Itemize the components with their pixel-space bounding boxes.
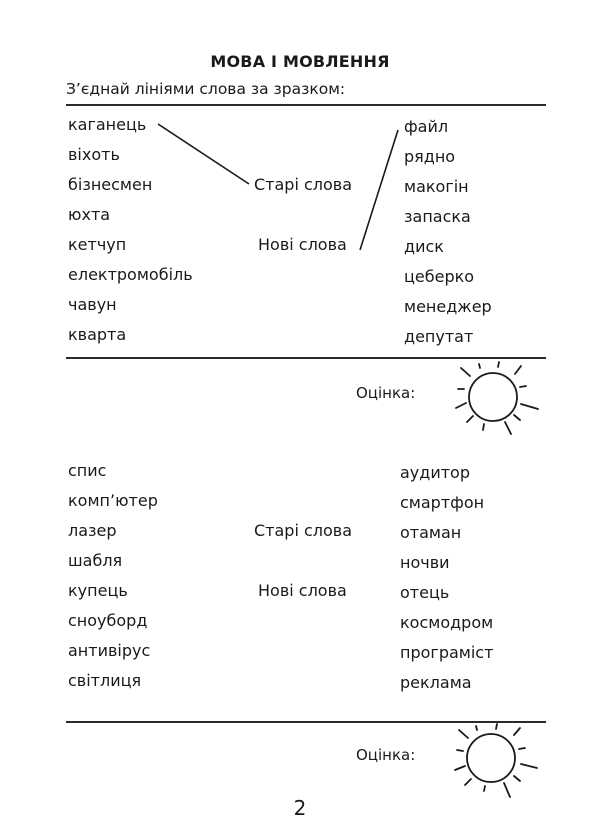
left-word[interactable]: каганець [68,115,147,134]
category-old-words[interactable]: Старі слова [254,521,353,540]
category-old-words[interactable]: Старі слова [254,175,353,194]
example-connector-line [158,124,398,250]
left-word[interactable]: комп’ютер [68,491,158,510]
left-word[interactable]: кетчуп [68,235,127,254]
right-word[interactable]: аудитор [400,463,470,482]
left-word[interactable]: юхта [68,205,111,224]
category-new-words[interactable]: Нові слова [258,581,347,600]
right-word[interactable]: реклама [400,673,472,692]
left-word[interactable]: сноуборд [68,611,148,630]
right-word[interactable]: космодром [400,613,494,632]
left-word[interactable]: антивірус [68,641,151,660]
page-title: МОВА І МОВЛЕННЯ [210,52,390,71]
left-word[interactable]: віхоть [68,145,120,164]
left-word[interactable]: електромобіль [68,265,193,284]
right-word[interactable]: ночви [400,553,450,572]
right-word[interactable]: смартфон [400,493,485,512]
right-word[interactable]: отець [400,583,450,602]
right-word[interactable]: запаска [404,207,471,226]
left-word[interactable]: шабля [68,551,123,570]
sun-icon [456,362,538,434]
right-word[interactable]: файл [404,117,449,136]
right-word[interactable]: макогін [404,177,469,196]
right-word[interactable]: цеберко [404,267,475,286]
right-word[interactable]: програміст [400,643,494,662]
right-word[interactable]: менеджер [404,297,492,316]
right-word[interactable]: диск [404,237,444,256]
left-word[interactable]: кварта [68,325,127,344]
sun-icon [455,724,537,797]
right-word[interactable]: депутат [404,327,474,346]
left-word[interactable]: лазер [68,521,117,540]
right-word[interactable]: отаман [400,523,462,542]
grade-label: Оцінка: [356,746,416,764]
left-word[interactable]: світлиця [68,671,142,690]
instruction: З’єднай лініями слова за зразком: [66,80,346,98]
left-word[interactable]: спис [68,461,107,480]
left-word[interactable]: чавун [68,295,117,314]
page-number: 2 [293,796,307,820]
right-word[interactable]: рядно [404,147,456,166]
left-word[interactable]: купець [68,581,128,600]
left-word[interactable]: бізнесмен [68,175,153,194]
grade-label: Оцінка: [356,384,416,402]
category-new-words[interactable]: Нові слова [258,235,347,254]
